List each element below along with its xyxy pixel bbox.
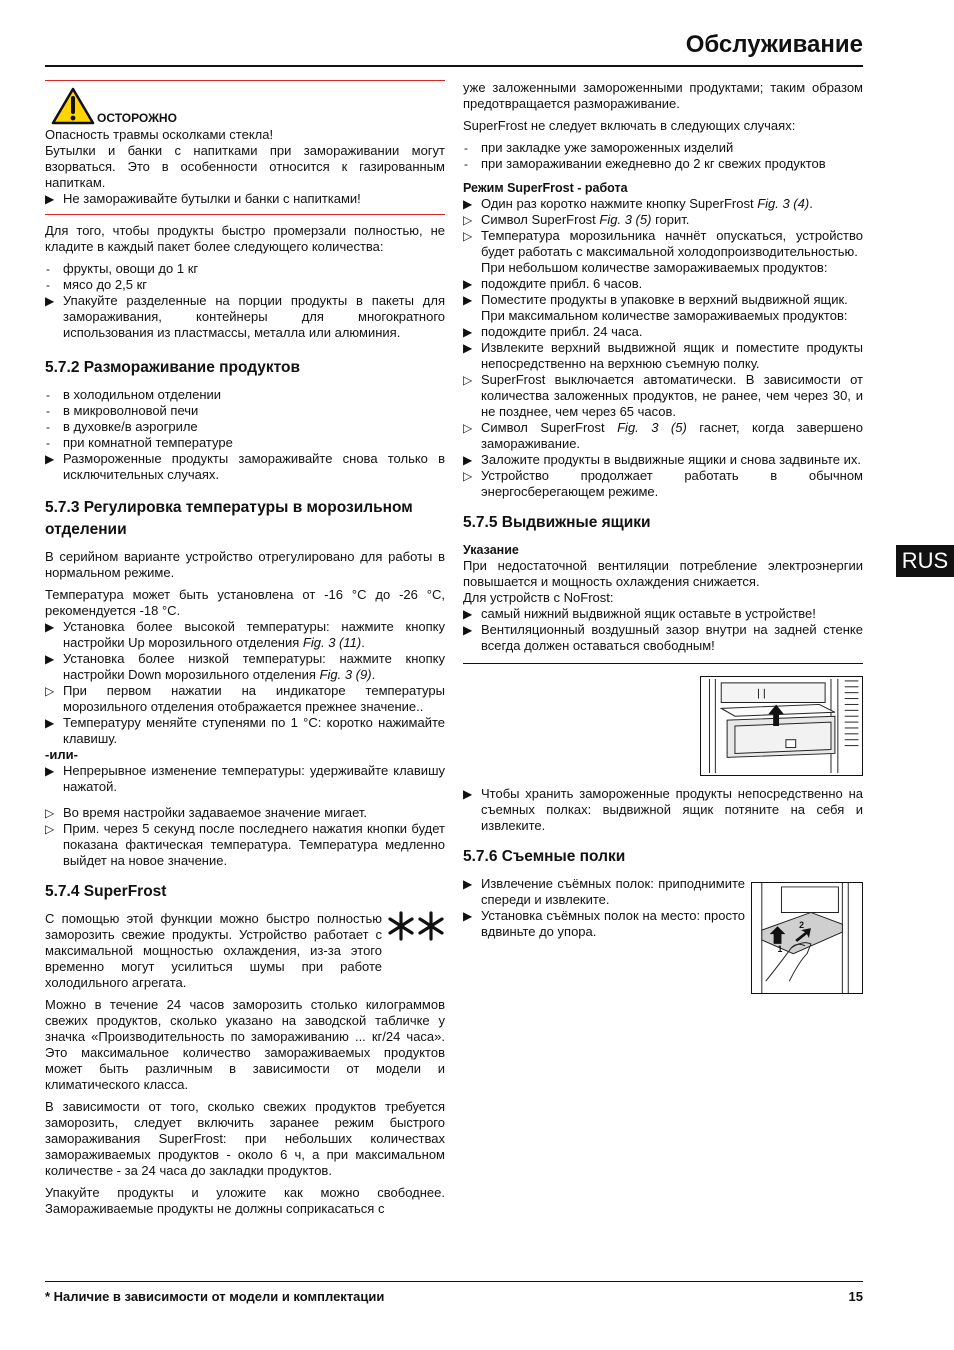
paragraph: Упакуйте продукты и уложите как можно свободнее. Замораживаемые продукты не должны соприкасаться с	[45, 1185, 445, 1216]
list-item: - при комнатной температуре	[46, 435, 233, 450]
result-triangle-icon: ▷	[463, 229, 473, 243]
result-triangle-icon: ▷	[45, 822, 55, 836]
result-blink: ▷ Во время настройки задаваемое значение мигает.	[45, 805, 368, 820]
result-triangle-icon: ▷	[463, 213, 473, 227]
warning-action: ▶ Не замораживайте бутылки и банки с напитками!	[45, 191, 361, 206]
step: ▶ самый нижний выдвижной ящик оставьте в устройстве!	[463, 606, 816, 621]
action-arrow-icon: ▶	[463, 607, 473, 621]
figure-reference: Fig. 3 (5)	[617, 420, 687, 435]
dash-bullet: -	[46, 278, 50, 292]
list-item: - при закладке уже замороженных изделий	[464, 140, 734, 155]
footer-note: * Наличие в зависимости от модели и комплектации	[45, 1289, 385, 1304]
subheading-mode: Режим SuperFrost - работа	[463, 181, 628, 195]
footer-divider	[45, 1281, 863, 1282]
shelves-block	[463, 876, 863, 994]
step-temp-down: ▶ Установка более низкой температуры: нажмите кнопку настройки Down морозильного отделения Fig. 3 (9).	[45, 651, 445, 682]
figure-reference: Fig. 3 (9)	[319, 667, 372, 682]
condition: При максимальном количестве замораживаемых продуктов:	[481, 308, 848, 323]
result: ▷ Температура морозильника начнёт опускаться, устройство будет работать с максимальной холодопроизводительностью.	[463, 228, 863, 259]
paragraph: Можно в течение 24 часов заморозить столько килограммов свежих продуктов, сколько указано на заводской табличке у значка «Производительность по замораживанию ... кг/24 часа». Это максимальное количество замораживаемых продуктов может быть различным в зависимости от модели и климатического класса.	[45, 997, 445, 1092]
step: ▶ подождите прибл. 24 часа.	[463, 324, 643, 339]
step: ▶ Извлеките верхний выдвижной ящик и поместите продукты непосредственно на верхнюю съемную полку.	[463, 340, 863, 371]
action-arrow-icon: ▶	[463, 197, 473, 211]
freeze-intro: Для того, чтобы продукты быстро промерзали полностью, не кладите в каждый пакет более следующего количества:	[45, 223, 445, 254]
result-first-press: ▷ При первом нажатии на индикаторе температуры морозильного отделения отображается прежнее значение..	[45, 683, 445, 714]
step: ▶ подождите прибл. 6 часов.	[463, 276, 643, 291]
action-arrow-icon: ▶	[45, 452, 55, 466]
action-arrow-icon: ▶	[45, 652, 55, 666]
step: ▶ Установка съёмных полок на место: просто вдвиньте до упора.	[463, 908, 745, 939]
warning-title: ОСТОРОЖНО	[97, 111, 177, 125]
dash-bullet: -	[464, 141, 468, 155]
action-arrow-icon: ▶	[463, 293, 473, 307]
result: ▷ Устройство продолжает работать в обычном энергосберегающем режиме.	[463, 468, 863, 499]
action-arrow-icon: ▶	[463, 325, 473, 339]
dash-bullet: -	[46, 420, 50, 434]
page-number: 15	[848, 1289, 863, 1304]
action-arrow-icon: ▶	[463, 453, 473, 467]
list-item: - при замораживании ежедневно до 2 кг свежих продуктов	[464, 156, 826, 171]
figure-reference: Fig. 3 (11)	[302, 635, 362, 650]
step: ▶ Поместите продукты в упаковке в верхний выдвижной ящик.	[463, 292, 848, 307]
figure-step-label: 1	[777, 943, 783, 954]
section-heading-573: 5.7.3 Регулировка температуры в морозильном отделении	[45, 499, 413, 538]
note-title: Указание	[463, 543, 519, 557]
pack-note: ▶ Упакуйте разделенные на порции продукты в пакеты для замораживания, контейнеры для многократного использования из пластмассы, металла или алюминия.	[45, 293, 445, 340]
result: ▷ Символ SuperFrost Fig. 3 (5) горит.	[463, 212, 690, 227]
result-triangle-icon: ▷	[463, 469, 473, 483]
figure-step-label: 2	[799, 920, 805, 931]
action-arrow-icon: ▶	[463, 623, 473, 637]
paragraph: При недостаточной вентиляции потребление электроэнергии повышается и мощность охлаждения снижается.	[463, 558, 863, 589]
page-title: Обслуживание	[685, 31, 863, 58]
note-rule	[463, 663, 863, 664]
list-item: - фрукты, овощи до 1 кг	[46, 261, 199, 276]
section-heading-572: 5.7.2 Размораживание продуктов	[45, 359, 301, 376]
warning-bottom-rule	[45, 214, 445, 215]
result-triangle-icon: ▷	[463, 421, 473, 435]
list-item: - в духовке/в аэрогриле	[46, 419, 198, 434]
superfrost-icon	[382, 911, 445, 991]
superfrost-intro	[45, 911, 445, 991]
action-arrow-icon: ▶	[463, 277, 473, 291]
action-arrow-icon: ▶	[45, 716, 55, 730]
action-arrow-icon: ▶	[45, 192, 55, 206]
dash-bullet: -	[46, 388, 50, 402]
warning-top-rule	[45, 80, 445, 81]
figure-reference: Fig. 3 (4)	[757, 196, 810, 211]
paragraph: В зависимости от того, сколько свежих продуктов требуется заморозить, следует включить заранее режим быстрого замораживания SuperFrost: при небольших количествах замораживаемых продуктов - около 6 ч, а при максимальном количестве - за 24 часа до закладки продуктов.	[45, 1099, 445, 1178]
snowflake-icon	[387, 911, 445, 941]
result: ▷ Символ SuperFrost Fig. 3 (5) гаснет, когда завершено замораживание.	[463, 420, 863, 451]
paragraph: SuperFrost не следует включать в следующих случаях:	[463, 118, 796, 133]
right-column	[463, 80, 863, 994]
warning-triangle-icon	[51, 87, 95, 125]
dash-bullet: -	[46, 404, 50, 418]
action-arrow-icon: ▶	[463, 341, 473, 355]
step: ▶ Заложите продукты в выдвижные ящики и снова задвиньте их.	[463, 452, 861, 467]
result-triangle-icon: ▷	[45, 806, 55, 820]
dash-bullet: -	[464, 157, 468, 171]
warning-line: Опасность травмы осколками стекла!	[45, 127, 274, 142]
section-heading-574: 5.7.4 SuperFrost	[45, 883, 167, 900]
language-tab: RUS	[896, 545, 954, 577]
action-arrow-icon: ▶	[463, 877, 473, 891]
paragraph: С помощью этой функции можно быстро полностью заморозить свежие продукты. Устройство работает с максимальной мощностью охлаждения, из-за этого временно могут усилиться шумы при работе холодильного агрегата.	[45, 911, 382, 990]
section-heading-576: 5.7.6 Съемные полки	[463, 848, 626, 865]
drawer-figure	[700, 676, 863, 776]
action-arrow-icon: ▶	[463, 909, 473, 923]
paragraph: Температура может быть установлена от -16 °C до -26 °C, рекомендуется -18 °C.	[45, 587, 445, 618]
step: ▶ Один раз коротко нажмите кнопку SuperFrost Fig. 3 (4).	[463, 196, 813, 211]
condition: При небольшом количестве замораживаемых продуктов:	[481, 260, 828, 275]
list-item: - в холодильном отделении	[46, 387, 222, 402]
step-temp-up: ▶ Установка более высокой температуры: нажмите кнопку настройки Up морозильного отделения Fig. 3 (11).	[45, 619, 445, 650]
warning-header	[45, 85, 445, 125]
step-change: ▶ Температуру меняйте ступенями по 1 °C: коротко нажимайте клавишу.	[45, 715, 445, 746]
action-arrow-icon: ▶	[463, 787, 473, 801]
paragraph: уже заложенными замороженными продуктами; таким образом предотвращается размораживание.	[463, 80, 863, 111]
list-item: - в микроволновой печи	[46, 403, 199, 418]
list-item: - мясо до 2,5 кг	[46, 277, 148, 292]
result-triangle-icon: ▷	[45, 684, 55, 698]
action-arrow-icon: ▶	[45, 620, 55, 634]
step-continuous: ▶ Непрерывное изменение температуры: удерживайте клавишу нажатой.	[45, 763, 445, 794]
figure-reference: Fig. 3 (5)	[599, 212, 652, 227]
step: ▶ Вентиляционный воздушный зазор внутри на задней стенке всегда должен оставаться свободным!	[463, 622, 863, 653]
action-arrow-icon: ▶	[45, 294, 55, 308]
title-divider	[45, 65, 863, 67]
thaw-note: ▶ Размороженные продукты замораживайте снова только в исключительных случаях.	[45, 451, 445, 482]
step: ▶ Чтобы хранить замороженные продукты непосредственно на съемных полках: выдвижной ящик потяните на себя и извлеките.	[463, 786, 863, 833]
result: ▷ SuperFrost выключается автоматически. В зависимости от количества заложенных продуктов, не ранее, чем через 30, и не позднее, чем через 65 часов.	[463, 372, 863, 419]
paragraph: Для устройств с NoFrost:	[463, 590, 614, 605]
left-column	[45, 80, 445, 1217]
result-after5: ▷ Прим. через 5 секунд после последнего нажатия кнопки будет показана фактическая температура. Температура медленно выйдет на новое значение.	[45, 821, 445, 868]
shelf-figure	[751, 882, 863, 994]
result-triangle-icon: ▷	[463, 373, 473, 387]
section-heading-575: 5.7.5 Выдвижные ящики	[463, 514, 651, 531]
paragraph: В серийном варианте устройство отрегулировано для работы в нормальном режиме.	[45, 549, 445, 580]
dash-bullet: -	[46, 436, 50, 450]
warning-text: Бутылки и банки с напитками при замораживании могут взорваться. Это в особенности относится к газированным напиткам.	[45, 143, 445, 190]
or-separator: -или-	[45, 747, 78, 762]
shelves-text	[463, 876, 745, 994]
step: ▶ Извлечение съёмных полок: приподнимите спереди и извлеките.	[463, 876, 745, 907]
action-arrow-icon: ▶	[45, 764, 55, 778]
dash-bullet: -	[46, 262, 50, 276]
